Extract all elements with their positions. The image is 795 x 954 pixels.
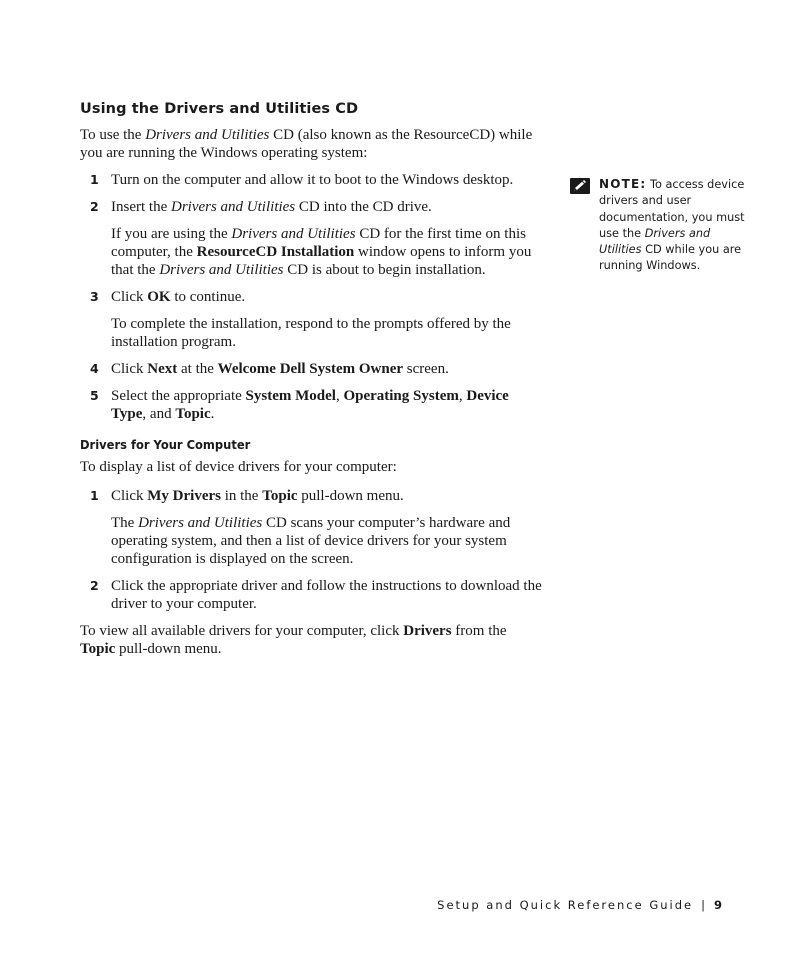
step-number: 5 bbox=[90, 388, 99, 403]
note-text: NOTE: To access device drivers and user documentation, you must use the Drivers and Utilities CD while you are running Windows. bbox=[599, 177, 745, 273]
drivers-step-1: 1 Click My Drivers in the Topic pull-down menu. bbox=[90, 488, 404, 504]
step-number: 3 bbox=[90, 289, 99, 304]
section-intro: To use the Drivers and Utilities CD (also known as the ResourceCD) while you are running the Windows operating system: bbox=[80, 127, 533, 161]
step-number: 2 bbox=[90, 578, 99, 593]
step-number: 1 bbox=[90, 172, 99, 187]
step-number: 2 bbox=[90, 199, 99, 214]
note-box bbox=[570, 176, 745, 275]
drivers-step-2: 2 Click the appropriate driver and follow the instructions to download the driver to your computer. bbox=[90, 578, 542, 612]
drivers-outro: To view all available drivers for your computer, click Drivers from the Topic pull-down menu. bbox=[80, 623, 507, 657]
section-title: Using the Drivers and Utilities CD bbox=[80, 101, 359, 117]
footer-title: Setup and Quick Reference Guide bbox=[437, 898, 694, 912]
pencil-note-icon bbox=[570, 178, 590, 194]
step-2: 2 Insert the Drivers and Utilities CD into the CD drive. bbox=[90, 199, 432, 215]
drivers-intro: To display a list of device drivers for your computer: bbox=[80, 459, 397, 475]
page-footer bbox=[437, 898, 722, 912]
step-5: 5 Select the appropriate System Model, Operating System, Device Type, and Topic. bbox=[90, 388, 509, 422]
drivers-step-1-detail: The Drivers and Utilities CD scans your computer’s hardware and operating system, and then a list of device drivers for your system configuration is displayed on the screen. bbox=[111, 515, 511, 567]
footer-separator: | bbox=[701, 898, 705, 912]
step-4: 4 Click Next at the Welcome Dell System Owner screen. bbox=[90, 361, 449, 377]
subsection-title: Drivers for Your Computer bbox=[80, 437, 251, 452]
note-label: NOTE: bbox=[599, 177, 647, 191]
step-number: 4 bbox=[90, 361, 99, 376]
page-number: 9 bbox=[713, 898, 722, 912]
main-column bbox=[80, 101, 542, 658]
step-3-detail: To complete the installation, respond to the prompts offered by the installation program. bbox=[111, 316, 511, 350]
step-1: 1 Turn on the computer and allow it to boot to the Windows desktop. bbox=[90, 172, 514, 188]
step-3: 3 Click OK to continue. bbox=[90, 289, 246, 305]
step-number: 1 bbox=[90, 488, 99, 503]
step-2-detail: If you are using the Drivers and Utilities CD for the first time on this computer, the ResourceCD Installation window opens to inform you that the Drivers and Utilities CD is about to begin installation. bbox=[111, 226, 532, 278]
